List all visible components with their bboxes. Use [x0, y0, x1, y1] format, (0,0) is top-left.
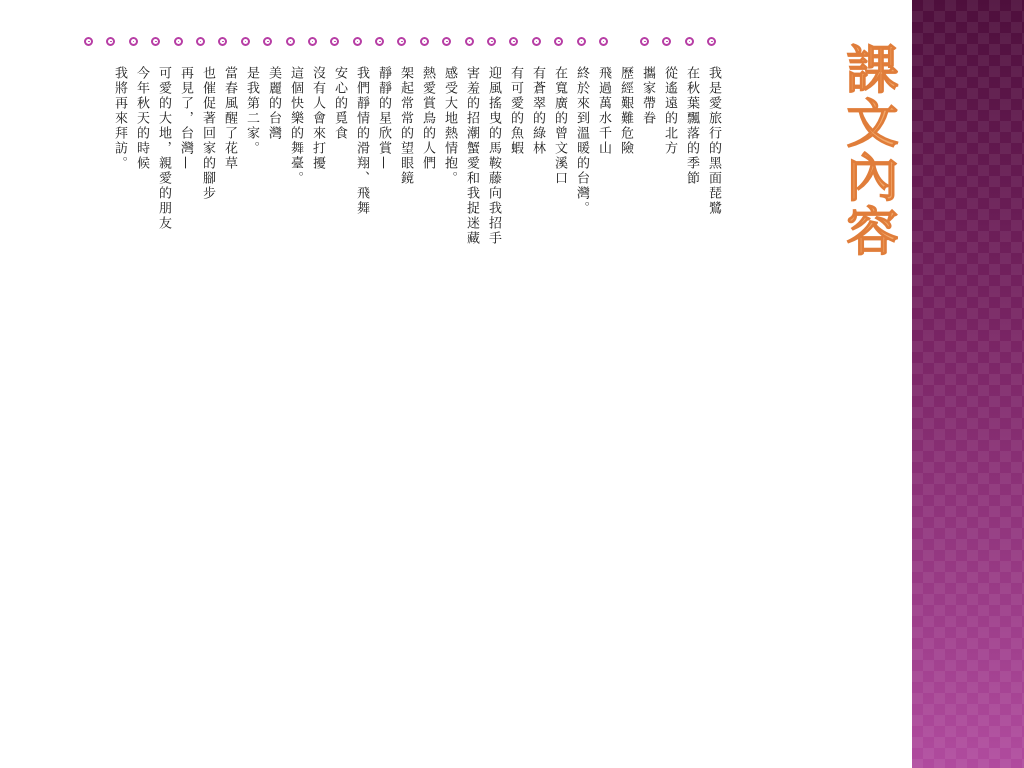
dot-ornament [196, 37, 205, 46]
dot-ornament [465, 37, 474, 46]
poem-line: 當春風醒了花草 [222, 66, 237, 171]
poem-line: 這個快樂的舞臺。 [288, 66, 303, 186]
dot-ornament [509, 37, 518, 46]
dot-ornament [308, 37, 317, 46]
poem-line: 我們靜情的滑翔、飛舞 [354, 66, 369, 216]
diamond-pattern [912, 0, 1024, 768]
poem-line: 在寬廣的曾文溪口 [552, 66, 567, 186]
dot-ornament [554, 37, 563, 46]
dot-ornament [599, 37, 608, 46]
poem-line: 安心的覓食 [332, 66, 347, 141]
poem-line: 我將再來拜訪。 [112, 66, 127, 171]
dot-ornament [241, 37, 250, 46]
page-title: 課文內容 [837, 42, 897, 258]
poem-line: 再見了，台灣— [178, 66, 193, 171]
poem-line: 攜家帶眷 [640, 66, 655, 126]
dot-ornament [487, 37, 496, 46]
dot-ornament [707, 37, 716, 46]
poem-text [108, 66, 724, 746]
poem-line: 可愛的大地，親愛的朋友 [156, 66, 171, 231]
poem-line: 從遙遠的北方 [662, 66, 677, 156]
poem-line: 靜靜的星欣賞— [376, 66, 391, 171]
poem-line: 害羞的招潮蟹愛和我捉迷藏 [464, 66, 479, 246]
poem-line: 是我第二家。 [244, 66, 259, 156]
dot-ornament [662, 37, 671, 46]
dot-ornament [420, 37, 429, 46]
poem-line: 今年秋天的時候 [134, 66, 149, 171]
dot-ornament [353, 37, 362, 46]
dot-ornament [685, 37, 694, 46]
poem-line: 飛過萬水千山 [596, 66, 611, 156]
dot-ornament [375, 37, 384, 46]
poem-line: 在秋葉飄落的季節 [684, 66, 699, 186]
side-decoration-bar [912, 0, 1024, 768]
dot-ornament [532, 37, 541, 46]
poem-line: 終於來到溫暖的台灣。 [574, 66, 589, 216]
dot-ornament [151, 37, 160, 46]
dot-ornament [263, 37, 272, 46]
dot-ornament [397, 37, 406, 46]
poem-line: 迎風搖曳的馬鞍藤向我招手 [486, 66, 501, 246]
poem-line: 有蒼翠的綠林 [530, 66, 545, 156]
poem-line: 有可愛的魚蝦 [508, 66, 523, 156]
dot-ornament [174, 37, 183, 46]
dot-ornament [129, 37, 138, 46]
dot-ornament [84, 37, 93, 46]
poem-line: 美麗的台灣 [266, 66, 281, 141]
dot-ornament [286, 37, 295, 46]
dot-ornament [442, 37, 451, 46]
dot-divider-left [84, 34, 621, 48]
poem-line: 也催促著回家的腳步 [200, 66, 215, 201]
dot-ornament [106, 37, 115, 46]
poem-line: 架起常常的望眼鏡 [398, 66, 413, 186]
poem-line: 沒有人會來打擾 [310, 66, 325, 171]
dot-ornament [330, 37, 339, 46]
poem-line: 感受大地熱情抱。 [442, 66, 457, 186]
poem-line: 歷經艱難危險 [618, 66, 633, 156]
poem-line: 我是愛旅行的黑面琵鷺 [706, 66, 721, 216]
dot-divider-right [640, 34, 730, 48]
poem-line: 熱愛賞鳥的人們 [420, 66, 435, 171]
dot-ornament [640, 37, 649, 46]
dot-ornament [577, 37, 586, 46]
dot-ornament [218, 37, 227, 46]
